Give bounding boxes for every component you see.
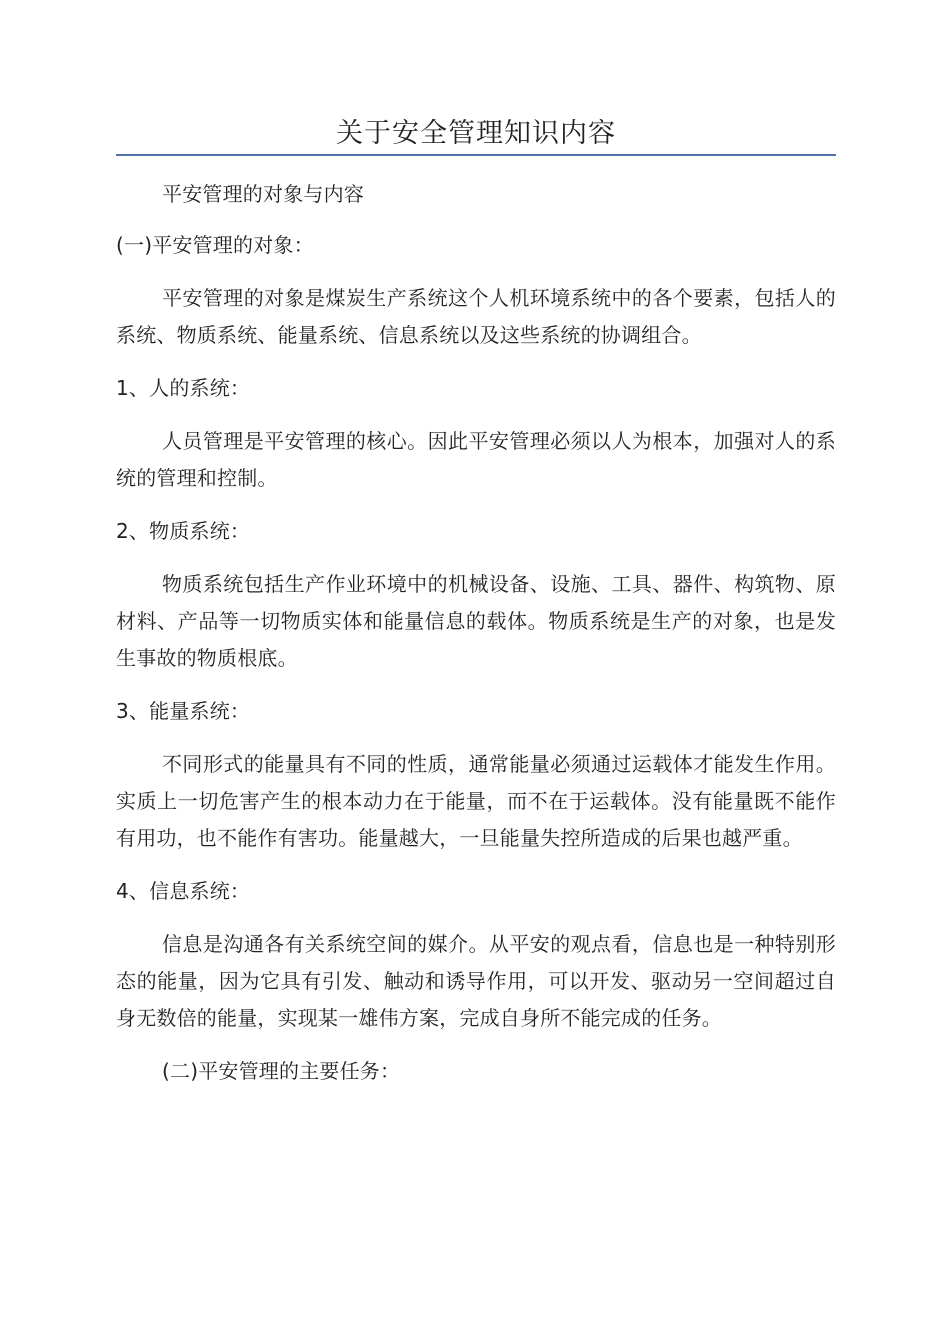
body-paragraph: 信息是沟通各有关系统空间的媒介。从平安的观点看，信息也是一种特别形态的能量，因为它具有引发、触动和诱导作用，可以开发、驱动另一空间超过自身无数倍的能量，实现某一雄伟方案，完成自身所不能完成的任务。 <box>116 932 836 1030</box>
item-heading: 3、能量系统： <box>116 699 251 723</box>
body-paragraph: 平安管理的对象是煤炭生产系统这个人机环境系统中的各个要素，包括人的系统、物质系统、能量系统、信息系统以及这些系统的协调组合。 <box>116 286 836 347</box>
body-paragraph: 物质系统包括生产作业环境中的机械设备、设施、工具、器件、构筑物、原材料、产品等一切物质实体和能量信息的载体。物质系统是生产的对象，也是发生事故的物质根底。 <box>116 572 836 670</box>
title-underline <box>116 154 836 156</box>
section-heading: 平安管理的对象与内容 <box>162 182 364 206</box>
body-paragraph: 不同形式的能量具有不同的性质，通常能量必须通过运载体才能发生作用。实质上一切危害产生的根本动力在于能量，而不在于运载体。没有能量既不能作有用功，也不能作有害功。能量越大，一旦能量失控所造成的后果也越严重。 <box>116 752 836 850</box>
item-heading: 2、物质系统： <box>116 519 251 543</box>
body-paragraph: 人员管理是平安管理的核心。因此平安管理必须以人为根本，加强对人的系统的管理和控制。 <box>116 429 836 490</box>
subsection-heading: (一)平安管理的对象： <box>116 233 314 257</box>
document-body <box>116 176 836 1090</box>
item-heading: 1、人的系统： <box>116 376 251 400</box>
subsection-heading: (二)平安管理的主要任务： <box>162 1059 401 1083</box>
item-heading: 4、信息系统： <box>116 879 251 903</box>
document-page <box>116 0 836 1090</box>
document-title: 关于安全管理知识内容 <box>336 118 616 149</box>
